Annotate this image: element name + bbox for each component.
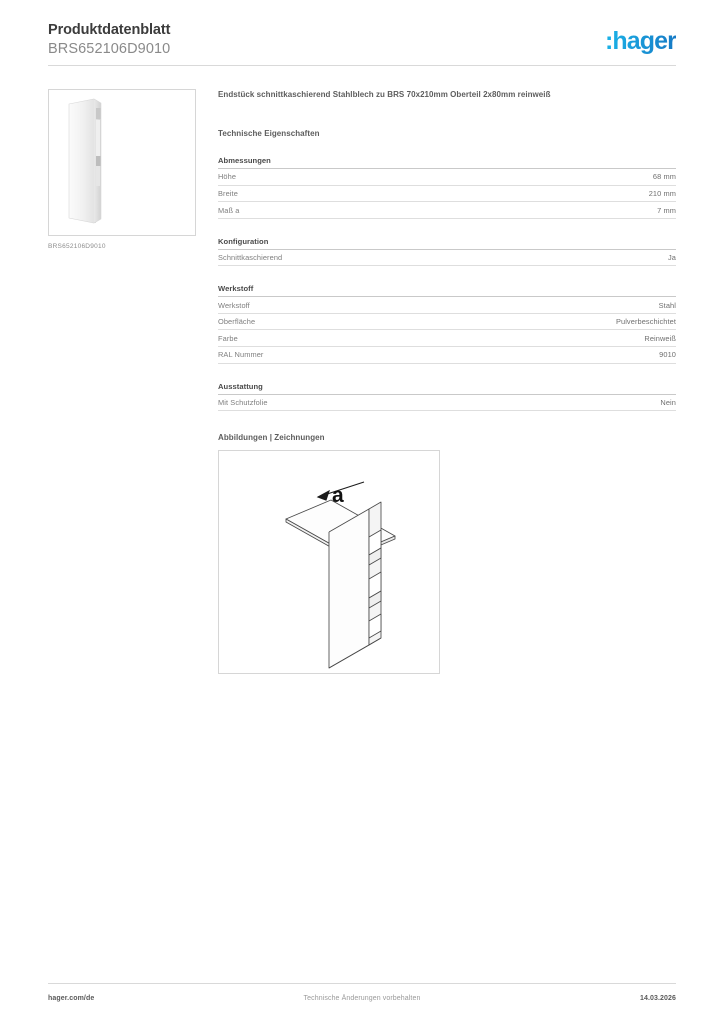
- table-row: [218, 297, 676, 314]
- table-row: [218, 330, 676, 347]
- table-row: [218, 347, 676, 364]
- spec-group-werkstoff: [218, 284, 676, 363]
- table-row: [218, 314, 676, 331]
- technical-properties-heading: Technische Eigenschaften: [218, 129, 320, 138]
- spec-label: Schnittkaschierend: [218, 253, 283, 263]
- product-description: Endstück schnittkaschierend Stahlblech zu BRS 70x210mm Oberteil 2x80mm reinweiß: [218, 90, 551, 99]
- spec-group-ausstattung: [218, 382, 676, 412]
- spec-label: Werkstoff: [218, 300, 250, 310]
- table-row: [218, 186, 676, 203]
- header-divider: [48, 65, 676, 66]
- dimension-label-a: a: [332, 484, 344, 508]
- table-row: [218, 202, 676, 219]
- spec-value: 210 mm: [648, 188, 676, 198]
- product-photo: [49, 90, 195, 235]
- spec-label: Farbe: [218, 333, 238, 343]
- spec-value: Stahl: [658, 300, 676, 310]
- spec-value: Reinweiß: [644, 333, 676, 343]
- footer-divider: [48, 983, 676, 984]
- hager-logo: :hager: [604, 27, 676, 55]
- spec-group-konfiguration: [218, 237, 676, 267]
- table-row: [218, 395, 676, 412]
- technical-drawing-box: [218, 450, 440, 674]
- table-row: [218, 250, 676, 267]
- spec-group-title: Werkstoff: [218, 284, 676, 297]
- spec-label: Oberfläche: [218, 317, 256, 327]
- page-footer: [48, 995, 676, 1009]
- spec-label: Breite: [218, 188, 238, 198]
- spec-label: Höhe: [218, 172, 237, 182]
- footer-disclaimer: Technische Änderungen vorbehalten: [303, 995, 421, 1002]
- spec-value: Nein: [660, 398, 676, 408]
- spec-value: 68 mm: [652, 172, 676, 182]
- footer-website[interactable]: hager.com/de: [48, 995, 95, 1002]
- page-header: [48, 22, 676, 66]
- spec-group-title: Ausstattung: [218, 382, 676, 395]
- spec-value: Pulverbeschichtet: [615, 317, 676, 327]
- spec-value: Ja: [667, 253, 676, 263]
- table-row: [218, 169, 676, 186]
- product-photo-caption: BRS652106D9010: [48, 243, 106, 250]
- spec-label: Maß a: [218, 205, 240, 215]
- spec-label: RAL Nummer: [218, 350, 264, 360]
- spec-group-title: Konfiguration: [218, 237, 676, 250]
- product-photo-box: [48, 89, 196, 236]
- spec-label: Mit Schutzfolie: [218, 398, 268, 408]
- technical-drawing: [219, 451, 439, 673]
- spec-group-title: Abmessungen: [218, 156, 676, 169]
- product-reference: BRS652106D9010: [48, 41, 171, 57]
- drawings-heading: Abbildungen | Zeichnungen: [218, 433, 325, 443]
- spec-value: 9010: [659, 350, 676, 360]
- spec-value: 7 mm: [657, 205, 676, 215]
- footer-date: 14.03.2026: [639, 995, 676, 1002]
- main-content: [218, 89, 676, 674]
- page-title: Produktdatenblatt: [48, 22, 171, 38]
- spec-group-abmessungen: [218, 156, 676, 219]
